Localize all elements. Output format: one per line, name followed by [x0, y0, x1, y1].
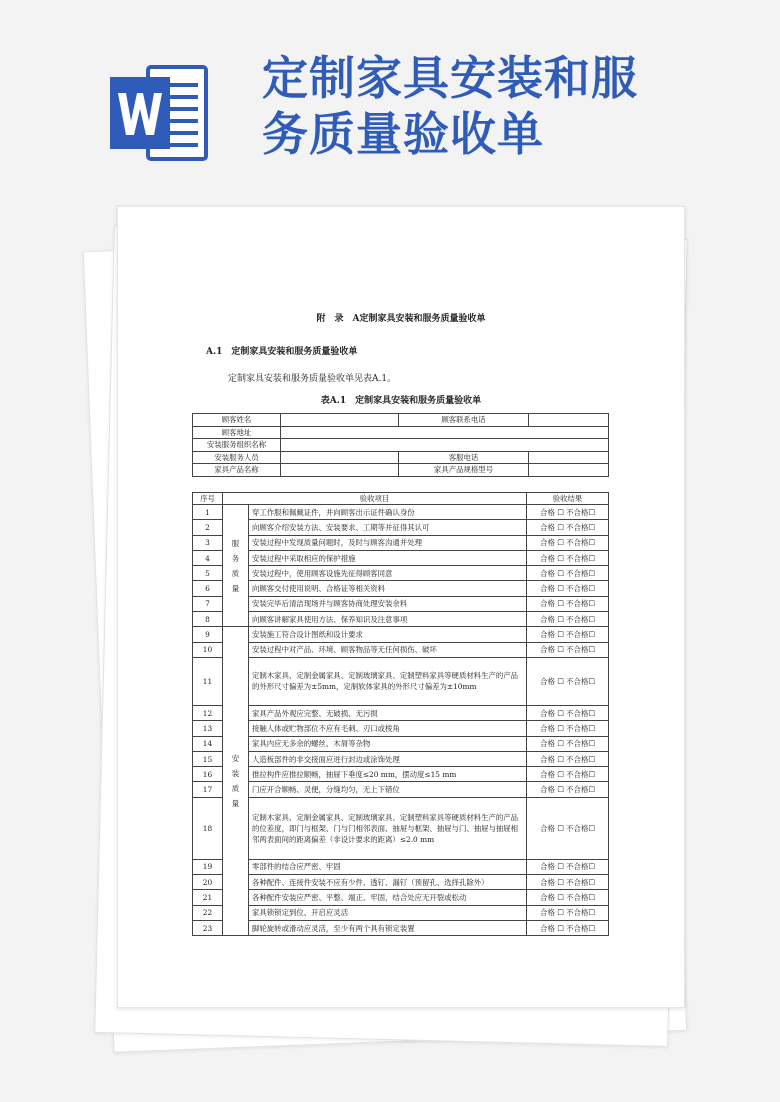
- result-checkbox-pair[interactable]: 合格 ☐ 不合格☐: [527, 612, 609, 627]
- row-number: 2: [193, 520, 223, 535]
- row-number: 7: [193, 596, 223, 611]
- result-checkbox-pair[interactable]: 合格 ☐ 不合格☐: [527, 566, 609, 581]
- customer-address-label: 顾客地址: [193, 426, 281, 439]
- row-number: 8: [193, 612, 223, 627]
- result-checkbox-pair[interactable]: 合格 ☐ 不合格☐: [527, 875, 609, 890]
- acceptance-item: 安装过程中采取相应的保护措施: [249, 550, 527, 565]
- table-row: [193, 535, 609, 550]
- acceptance-item: 穿工作服和佩戴证件，并向顾客出示证件确认身份: [249, 505, 527, 520]
- acceptance-item: 各种配件安装应严密、平整、端正、牢固，结合处应无开裂或松动: [249, 890, 527, 905]
- table-row: [193, 581, 609, 596]
- result-checkbox-pair[interactable]: 合格 ☐ 不合格☐: [527, 627, 609, 642]
- banner-title-line1: 定制家具安装和服: [262, 51, 638, 105]
- document-page: [117, 206, 685, 1008]
- row-number: 1: [193, 505, 223, 520]
- category-char: 量: [231, 583, 240, 593]
- acceptance-item: 家具产品外观应完整、无破损、无污损: [249, 705, 527, 720]
- installer-label: 安装服务人员: [193, 451, 281, 464]
- table-header-row: [193, 493, 609, 505]
- result-checkbox-pair[interactable]: 合格 ☐ 不合格☐: [527, 920, 609, 935]
- row-number: 23: [193, 920, 223, 935]
- category-char: 质: [231, 568, 240, 578]
- result-checkbox-pair[interactable]: 合格 ☐ 不合格☐: [527, 890, 609, 905]
- row-number: 4: [193, 550, 223, 565]
- result-checkbox-pair[interactable]: 合格 ☐ 不合格☐: [527, 642, 609, 657]
- acceptance-item: 家具内应无多余的螺丝、木屑等杂物: [249, 736, 527, 751]
- category-char: 装: [231, 769, 240, 779]
- annex-title: 附 录 A定制家具安装和服务质量验收单: [316, 314, 486, 324]
- acceptance-item: 门应开合顺畅、灵便，分缝均匀，无上下错位: [249, 782, 527, 797]
- header-item: 验收项目: [223, 493, 527, 505]
- result-checkbox-pair[interactable]: 合格 ☐ 不合格☐: [527, 767, 609, 782]
- acceptance-item: 零部件的结合应严密、牢固: [249, 859, 527, 874]
- row-number: 6: [193, 581, 223, 596]
- category-char: 服: [231, 538, 240, 548]
- result-checkbox-pair[interactable]: 合格 ☐ 不合格☐: [527, 736, 609, 751]
- row-number: 5: [193, 566, 223, 581]
- table-row: [193, 705, 609, 720]
- product-spec-label: 家具产品规格型号: [399, 464, 529, 477]
- row-number: 22: [193, 905, 223, 920]
- acceptance-item: 家具锁锁定到位、开启应灵活: [249, 905, 527, 920]
- product-spec-value: [529, 464, 609, 477]
- result-checkbox-pair[interactable]: 合格 ☐ 不合格☐: [527, 705, 609, 720]
- header-result: 验收结果: [527, 493, 609, 505]
- customer-address-value: [281, 426, 609, 439]
- acceptance-item: 向顾客讲解家具使用方法、保养知识及注意事项: [249, 612, 527, 627]
- row-number: 20: [193, 875, 223, 890]
- result-checkbox-pair[interactable]: 合格 ☐ 不合格☐: [527, 520, 609, 535]
- table-row: [193, 751, 609, 766]
- result-checkbox-pair[interactable]: 合格 ☐ 不合格☐: [527, 859, 609, 874]
- result-checkbox-pair[interactable]: 合格 ☐ 不合格☐: [527, 782, 609, 797]
- table-row: [193, 520, 609, 535]
- category-char: 量: [231, 799, 240, 809]
- row-number: 9: [193, 627, 223, 642]
- category-char: 安: [231, 754, 240, 764]
- result-checkbox-pair[interactable]: 合格 ☐ 不合格☐: [527, 505, 609, 520]
- customer-name-label: 顾客姓名: [193, 414, 281, 427]
- acceptance-table: [192, 492, 609, 936]
- row-number: 21: [193, 890, 223, 905]
- table-row: [193, 875, 609, 890]
- table-row: [193, 782, 609, 797]
- acceptance-item: 人造板部件的非交接面应进行封边或涂饰处理: [249, 751, 527, 766]
- result-checkbox-pair[interactable]: 合格 ☐ 不合格☐: [527, 721, 609, 736]
- customer-name-value: [281, 414, 399, 427]
- acceptance-item: 安装完毕后清洁现场并与顾客协商处理安装余料: [249, 596, 527, 611]
- acceptance-item: 各种配件、连接件安装不应有少件、透钉、漏钉（预留孔、选择孔除外）: [249, 875, 527, 890]
- row-number: 14: [193, 736, 223, 751]
- table-caption: 表A.1 定制家具安装和服务质量验收单: [320, 396, 482, 406]
- product-name-label: 家具产品名称: [193, 464, 281, 477]
- table-row: [193, 657, 609, 705]
- table-row: [193, 505, 609, 520]
- header-no: 序号: [193, 493, 223, 505]
- row-number: 18: [193, 797, 223, 859]
- category-char: 质: [231, 784, 240, 794]
- customer-info-table: [192, 413, 609, 477]
- result-checkbox-pair[interactable]: 合格 ☐ 不合格☐: [527, 535, 609, 550]
- row-number: 19: [193, 859, 223, 874]
- banner-title: [262, 50, 638, 162]
- table-row: [193, 767, 609, 782]
- result-checkbox-pair[interactable]: 合格 ☐ 不合格☐: [527, 657, 609, 705]
- section-heading: A.1 定制家具安装和服务质量验收单: [206, 347, 358, 357]
- row-number: 15: [193, 751, 223, 766]
- service-phone-label: 客服电话: [399, 451, 529, 464]
- customer-phone-label: 顾客联系电话: [399, 414, 529, 427]
- table-row: [193, 797, 609, 859]
- installer-value: [281, 451, 399, 464]
- row-number: 11: [193, 657, 223, 705]
- acceptance-item: 定制木家具、定制金属家具、定制玻璃家具、定制塑料家具等硬质材料生产的产品的外形尺寸偏差为±5mm，定制软体家具的外形尺寸偏差为±10mm: [249, 657, 527, 705]
- row-number: 17: [193, 782, 223, 797]
- result-checkbox-pair[interactable]: 合格 ☐ 不合格☐: [527, 905, 609, 920]
- row-number: 10: [193, 642, 223, 657]
- acceptance-item: 安装过程中对产品、环境、顾客物品等无任何损伤、破坏: [249, 642, 527, 657]
- category-install-quality: [223, 627, 249, 936]
- result-checkbox-pair[interactable]: 合格 ☐ 不合格☐: [527, 797, 609, 859]
- table-row: [193, 612, 609, 627]
- row-number: 16: [193, 767, 223, 782]
- result-checkbox-pair[interactable]: 合格 ☐ 不合格☐: [527, 581, 609, 596]
- service-org-label: 安装服务组织名称: [193, 439, 281, 452]
- table-row: [193, 642, 609, 657]
- row-number: 13: [193, 721, 223, 736]
- acceptance-item: 安装过程中发现质量问题时，及时与顾客沟通并处理: [249, 535, 527, 550]
- table-row: [193, 920, 609, 935]
- category-char: 务: [231, 553, 240, 563]
- service-org-value: [281, 439, 609, 452]
- category-service-quality: [223, 505, 249, 627]
- acceptance-item: 向顾客交付使用说明、合格证等相关资料: [249, 581, 527, 596]
- acceptance-item: 安装施工符合设计图纸和设计要求: [249, 627, 527, 642]
- table-row: [193, 859, 609, 874]
- acceptance-item: 推拉构件应推拉顺畅，抽屉下垂度≤20 mm，摆动度≤15 mm: [249, 767, 527, 782]
- table-row: [193, 596, 609, 611]
- result-checkbox-pair[interactable]: 合格 ☐ 不合格☐: [527, 550, 609, 565]
- acceptance-item: 定制木家具、定制金属家具、定制玻璃家具、定制塑料家具等硬质材料生产的产品的位差度，即门与框架、门与门相邻表面、抽屉与框架、抽屉与门、抽屉与抽屉相邻两表面间的距离偏差（非设计要求的距离）≤2.0 mm: [249, 797, 527, 859]
- table-row: [193, 627, 609, 642]
- section-body: 定制家具安装和服务质量验收单见表A.1。: [228, 374, 397, 384]
- table-row: [193, 890, 609, 905]
- product-name-value: [281, 464, 399, 477]
- word-document-icon: [110, 63, 210, 163]
- row-number: 12: [193, 705, 223, 720]
- acceptance-item: 向顾客介绍安装方法、安装要求、工期等并征得其认可: [249, 520, 527, 535]
- acceptance-item: 安装过程中，使用顾客设施先征得顾客同意: [249, 566, 527, 581]
- table-row: [193, 550, 609, 565]
- table-row: [193, 736, 609, 751]
- row-number: 3: [193, 535, 223, 550]
- table-row: [193, 905, 609, 920]
- acceptance-item: 接触人体或贮物部位不应有毛刺、刃口或棱角: [249, 721, 527, 736]
- customer-phone-value: [529, 414, 609, 427]
- result-checkbox-pair[interactable]: 合格 ☐ 不合格☐: [527, 751, 609, 766]
- banner-title-line2: 务质量验收单: [262, 107, 544, 161]
- table-row: [193, 566, 609, 581]
- result-checkbox-pair[interactable]: 合格 ☐ 不合格☐: [527, 596, 609, 611]
- service-phone-value: [529, 451, 609, 464]
- table-row: [193, 721, 609, 736]
- acceptance-item: 脚轮旋转或滑动应灵活，至少有两个具有锁定装置: [249, 920, 527, 935]
